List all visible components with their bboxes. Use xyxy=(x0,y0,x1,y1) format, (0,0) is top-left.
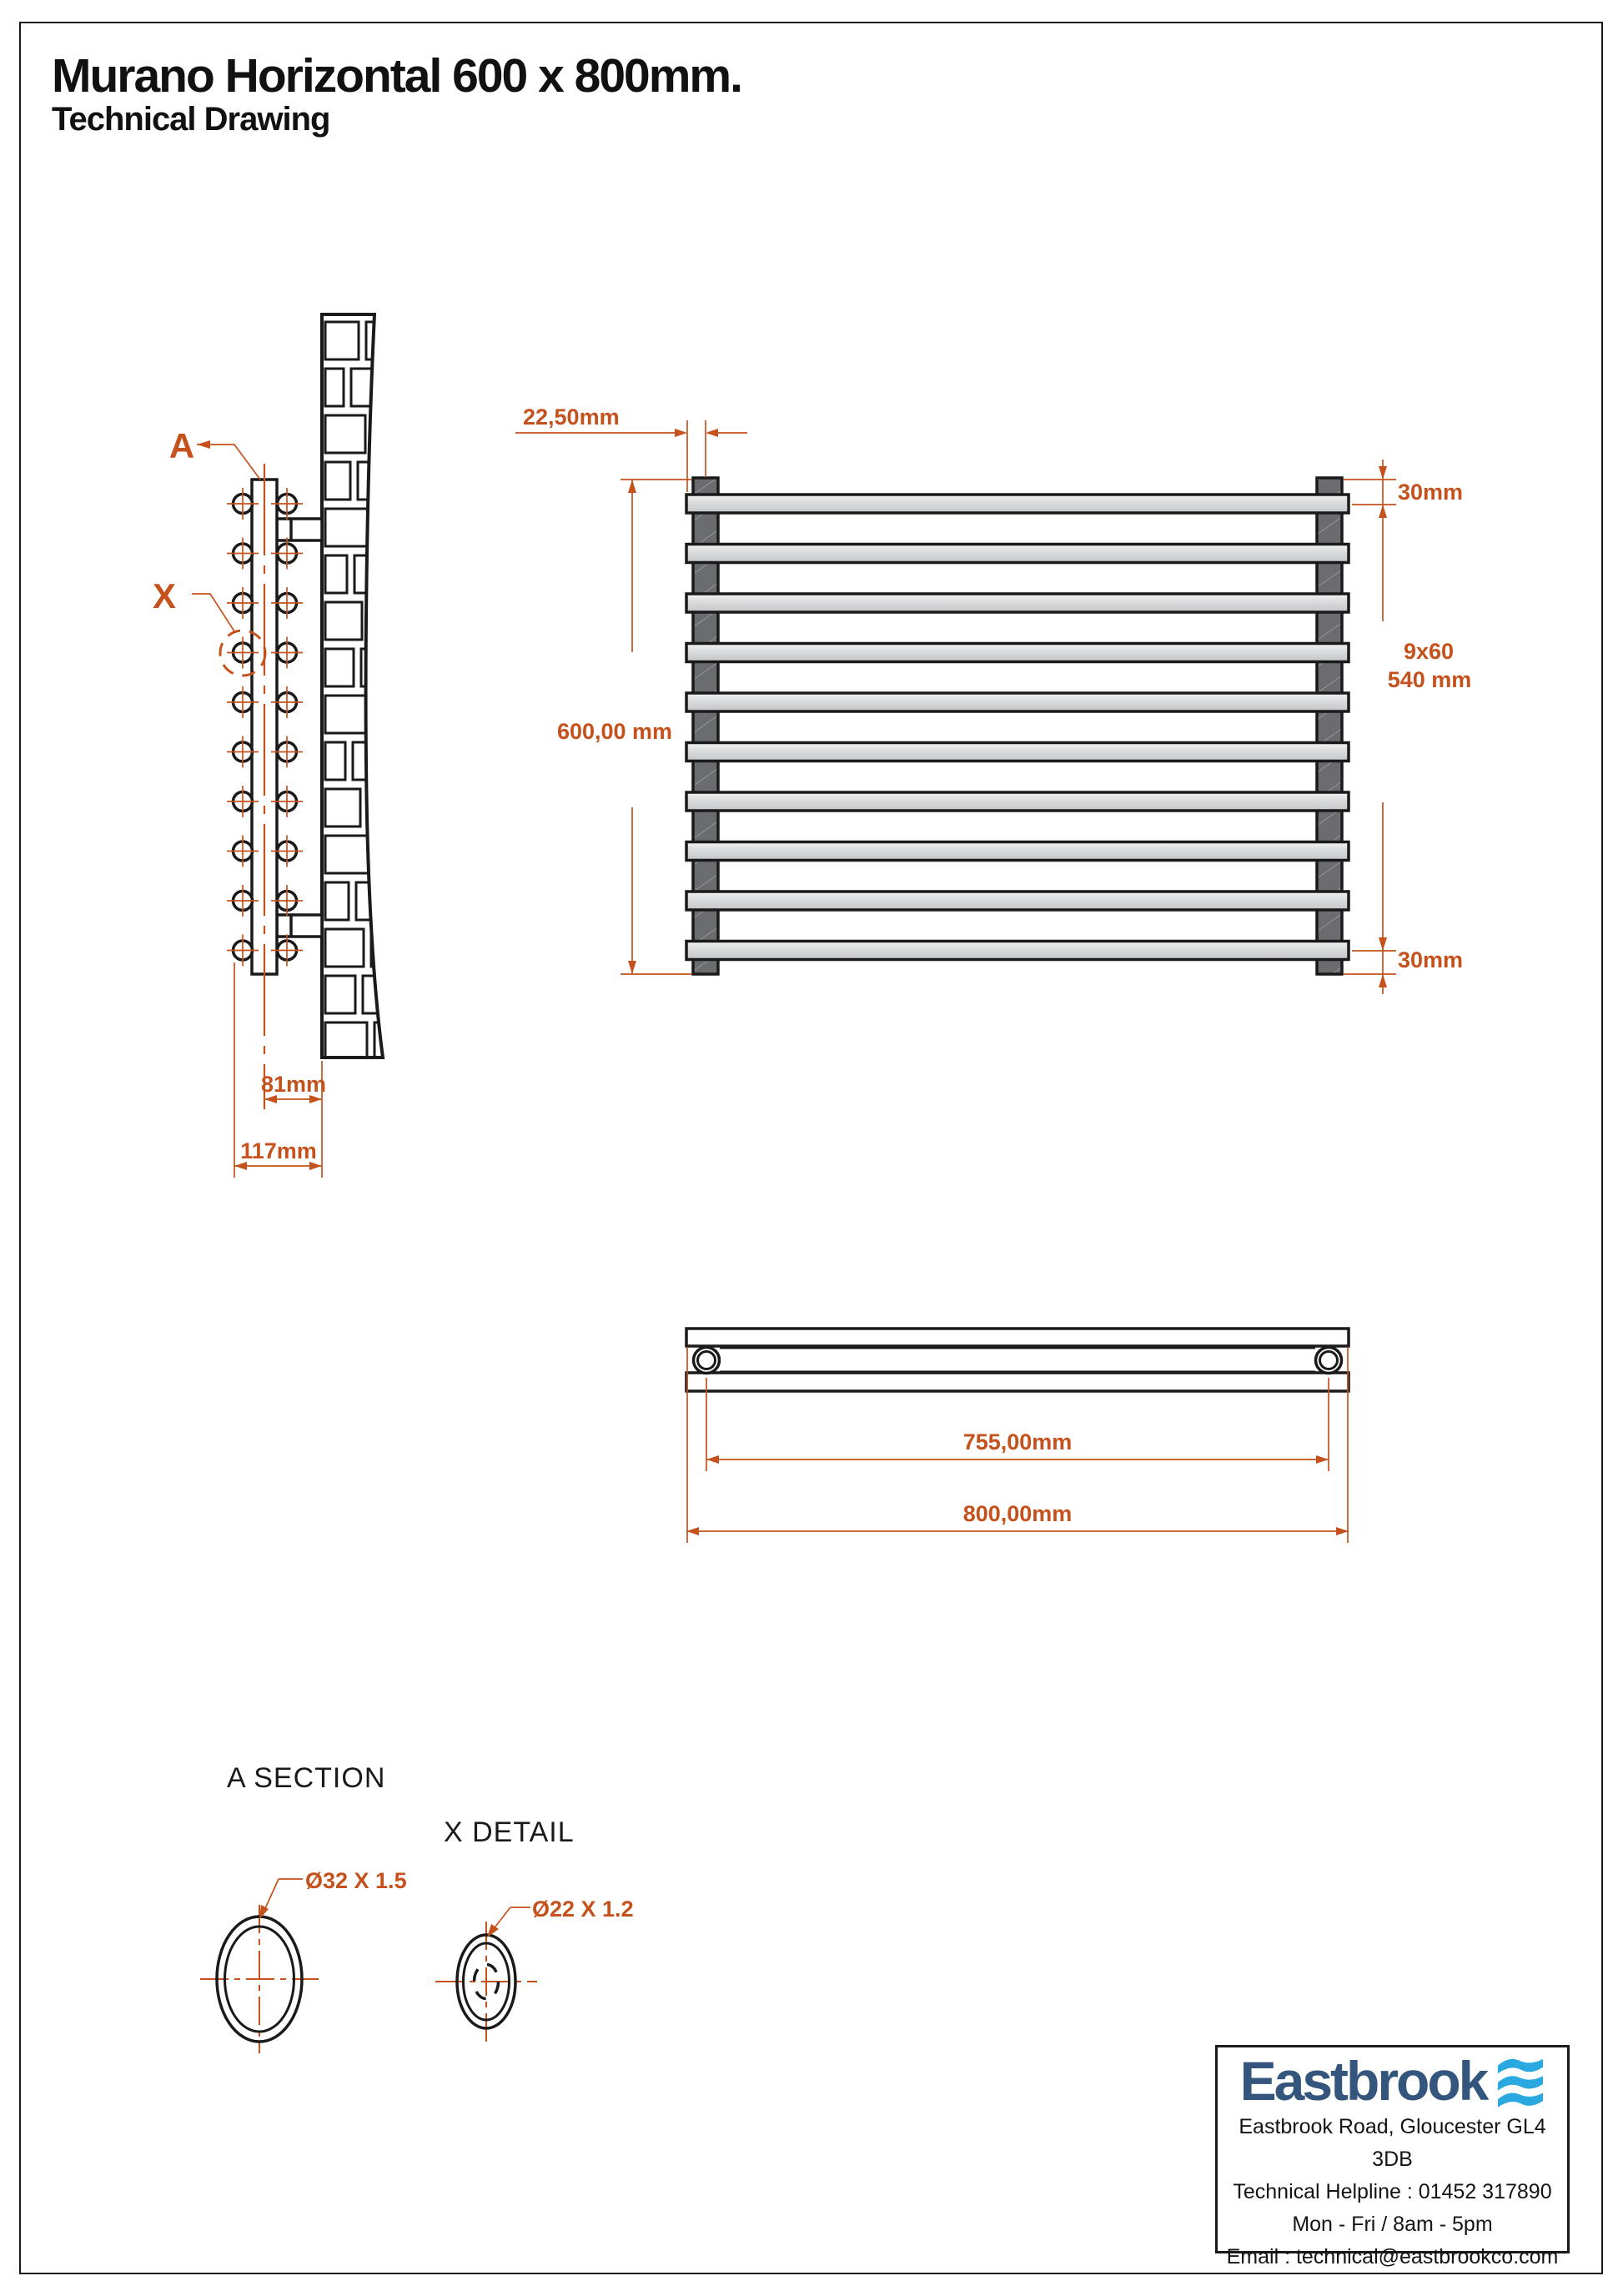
dim-755mm-label: 755,00mm xyxy=(962,1429,1073,1454)
footer-helpline: Technical Helpline : 01452 317890 xyxy=(1233,2180,1552,2203)
radiator-tube-bar xyxy=(686,743,1349,761)
detail-x-view xyxy=(435,1816,634,2043)
eastbrook-logo xyxy=(1218,2051,1567,2111)
plan-tapping-right xyxy=(1316,1348,1342,1374)
side-view xyxy=(153,314,392,1178)
wall-bracket-top xyxy=(277,519,322,540)
dim-9x60-label: 9x60 xyxy=(1403,639,1455,664)
front-view xyxy=(515,404,1471,994)
section-a-heading: A SECTION xyxy=(227,1762,386,1794)
dim-30mm-bottom-label: 30mm xyxy=(1398,947,1464,972)
radiator-tube-bar xyxy=(686,942,1349,960)
dim-81mm-label: 81mm xyxy=(260,1072,327,1097)
footer-contact-card xyxy=(1215,2045,1570,2268)
eastbrook-wave-icon xyxy=(1496,2054,1545,2108)
detail-x-tube-spec: Ø22 X 1.2 xyxy=(532,1897,634,1922)
radiator-tube-bar xyxy=(686,594,1349,612)
page-title: Murano Horizontal 600 x 800mm. xyxy=(52,49,741,103)
front-bars xyxy=(686,495,1349,960)
footer-hours: Mon - Fri / 8am - 5pm xyxy=(1292,2213,1493,2236)
section-a-view xyxy=(200,1762,407,2053)
radiator-tube-bar xyxy=(686,495,1349,513)
footer-email: Email : technical@eastbrookco.com xyxy=(1226,2245,1559,2268)
radiator-tube-bar xyxy=(686,644,1349,662)
radiator-tube-bar xyxy=(686,693,1349,711)
label-x: X xyxy=(152,576,177,615)
section-a-leader xyxy=(169,426,260,480)
dim-117mm xyxy=(234,962,322,1178)
dim-117mm-label: 117mm xyxy=(240,1138,317,1163)
dim-right-chain xyxy=(1344,460,1471,994)
footer-address: Eastbrook Road, Gloucester GL4 3DB xyxy=(1239,2115,1546,2171)
radiator-tube-bar xyxy=(686,842,1349,861)
plan-tapping-left xyxy=(694,1348,720,1374)
brick-wall xyxy=(322,314,392,1060)
radiator-tube-bar xyxy=(686,545,1349,563)
plan-view xyxy=(686,1329,1349,1543)
plan-bar-far xyxy=(686,1373,1349,1391)
dim-22-50mm-label: 22,50mm xyxy=(523,404,620,430)
page-subtitle: Technical Drawing xyxy=(52,100,330,138)
dim-540mm-label: 540 mm xyxy=(1387,667,1472,692)
dim-800mm-label: 800,00mm xyxy=(962,1501,1073,1526)
section-a-spec-leader xyxy=(259,1868,407,1919)
detail-x-spec-leader xyxy=(487,1897,634,1937)
plan-bar-near xyxy=(686,1329,1349,1346)
dim-600mm-label: 600,00 mm xyxy=(556,719,673,744)
detail-x-leader xyxy=(153,576,234,631)
section-a-tube-spec: Ø32 X 1.5 xyxy=(305,1868,407,1893)
wall-bracket-bottom xyxy=(277,915,322,937)
radiator-tube-bar xyxy=(686,892,1349,910)
detail-x-heading: X DETAIL xyxy=(444,1816,575,1848)
dim-600mm xyxy=(557,480,691,974)
eastbrook-logo-text: Eastbrook xyxy=(1239,2050,1487,2112)
dim-30mm-top-label: 30mm xyxy=(1398,480,1464,505)
radiator-tube-bar xyxy=(686,792,1349,811)
label-a: A xyxy=(168,426,195,465)
